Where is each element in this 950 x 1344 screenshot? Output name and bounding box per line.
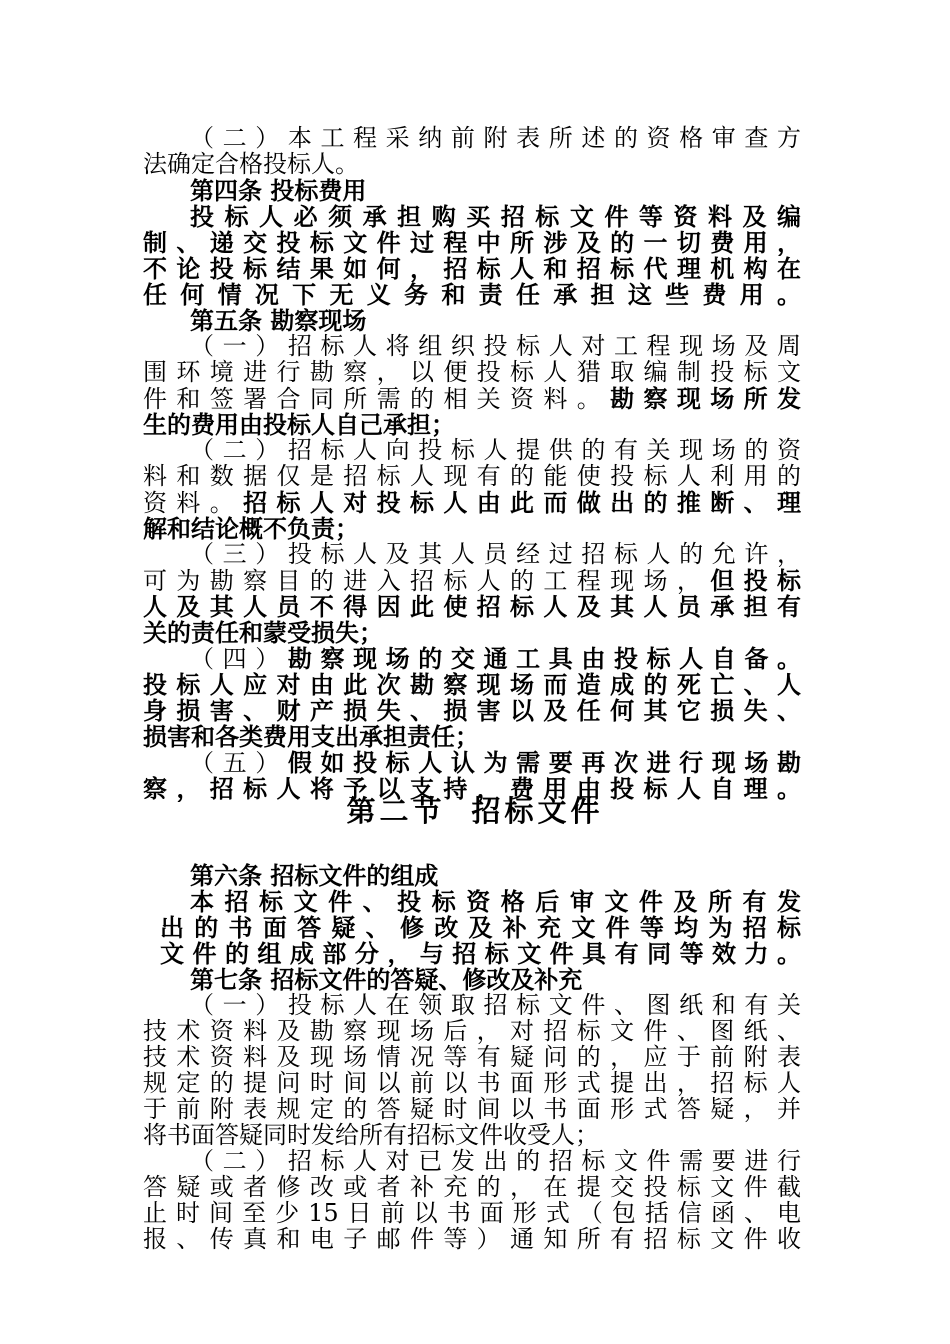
article-heading: 第四条 投标费用 — [190, 177, 367, 204]
paragraph-line: 将书面答疑同时发给所有招标文件收受人； — [143, 1122, 599, 1149]
paragraph-line: 不论投标结果如何，招标人和招标代理机构在 — [143, 255, 801, 282]
paragraph-line: （二）招标人对已发出的招标文件需要进行 — [190, 1148, 801, 1175]
paragraph-line: 关的责任和蒙受损失； — [143, 619, 383, 646]
paragraph-line: 资料。招标人对投标人由此而做出的推断、理 — [143, 489, 801, 516]
article-heading: 第七条 招标文件的答疑、修改及补充 — [190, 966, 583, 993]
paragraph-line: （一）招标人将组织投标人对工程现场及周 — [190, 333, 801, 360]
paragraph-line: 文件的组成部分，与招标文件具有同等效力。 — [160, 940, 801, 967]
paragraph-line: 围环境进行勘察，以便投标人猎取编制投标文 — [143, 359, 801, 386]
paragraph-line: 本招标文件、投标资格后审文件及所有发 — [190, 888, 801, 915]
paragraph-line: （四）勘察现场的交通工具由投标人自备。 — [190, 645, 801, 672]
paragraph-line: 身损害、财产损失、损害以及任何其它损失、 — [143, 697, 801, 724]
paragraph-line: （二）招标人向投标人提供的有关现场的资 — [190, 437, 801, 464]
paragraph-line: 于前附表规定的答疑时间以书面形式答疑，并 — [143, 1096, 801, 1123]
paragraph-line: 法确定合格投标人。 — [143, 151, 359, 178]
section-heading: 第二节 招标文件 — [346, 794, 604, 828]
paragraph-line: 解和结论概不负责； — [143, 515, 359, 542]
paragraph-line: 投标人应对由此次勘察现场而造成的死亡、人 — [143, 671, 801, 698]
paragraph-line: （三）投标人及其人员经过招标人的允许， — [190, 541, 801, 568]
paragraph-line: 人及其人员不得因此使招标人及其人员承担有 — [143, 593, 801, 620]
paragraph-line: （一）投标人在领取招标文件、图纸和有关 — [190, 992, 801, 1019]
paragraph-line: 答疑或者修改或者补充的，在提交投标文件截 — [143, 1174, 801, 1201]
paragraph-line: 任何情况下无义务和责任承担这些费用。 — [143, 281, 801, 308]
paragraph-line: 损害和各类费用支出承担责任； — [143, 723, 479, 750]
paragraph-line: 生的费用由投标人自己承担； — [143, 411, 455, 438]
paragraph-line: 察，招标人将予以支持，费用由投标人自理。 — [143, 775, 801, 802]
paragraph-line: 规定的提问时间以前以书面形式提出，招标人 — [143, 1070, 801, 1097]
paragraph-line: 报、传真和电子邮件等）通知所有招标文件收 — [143, 1226, 801, 1253]
paragraph-line: （五）假如投标人认为需要再次进行现场勘 — [190, 749, 801, 776]
paragraph-line: 可为勘察目的进入招标人的工程现场，但投标 — [143, 567, 801, 594]
article-heading: 第五条 勘察现场 — [190, 307, 367, 334]
paragraph-line: 出的书面答疑、修改及补充文件等均为招标 — [160, 914, 801, 941]
paragraph-line: （二）本工程采纳前附表所述的资格审查方 — [190, 125, 801, 152]
paragraph-line: 件和签署合同所需的相关资料。勘察现场所发 — [143, 385, 801, 412]
paragraph-line: 料和数据仅是招标人现有的能使投标人利用的 — [143, 463, 801, 490]
paragraph-line: 投标人必须承担购买招标文件等资料及编 — [190, 203, 801, 230]
paragraph-line: 止时间至少15日前以书面形式（包括信函、电 — [143, 1200, 801, 1227]
paragraph-line: 技术资料及勘察现场后，对招标文件、图纸、 — [143, 1018, 801, 1045]
paragraph-line: 技术资料及现场情况等有疑问的，应于前附表 — [143, 1044, 801, 1071]
paragraph-line: 制、递交投标文件过程中所涉及的一切费用， — [143, 229, 801, 256]
article-heading: 第六条 招标文件的组成 — [190, 862, 439, 889]
